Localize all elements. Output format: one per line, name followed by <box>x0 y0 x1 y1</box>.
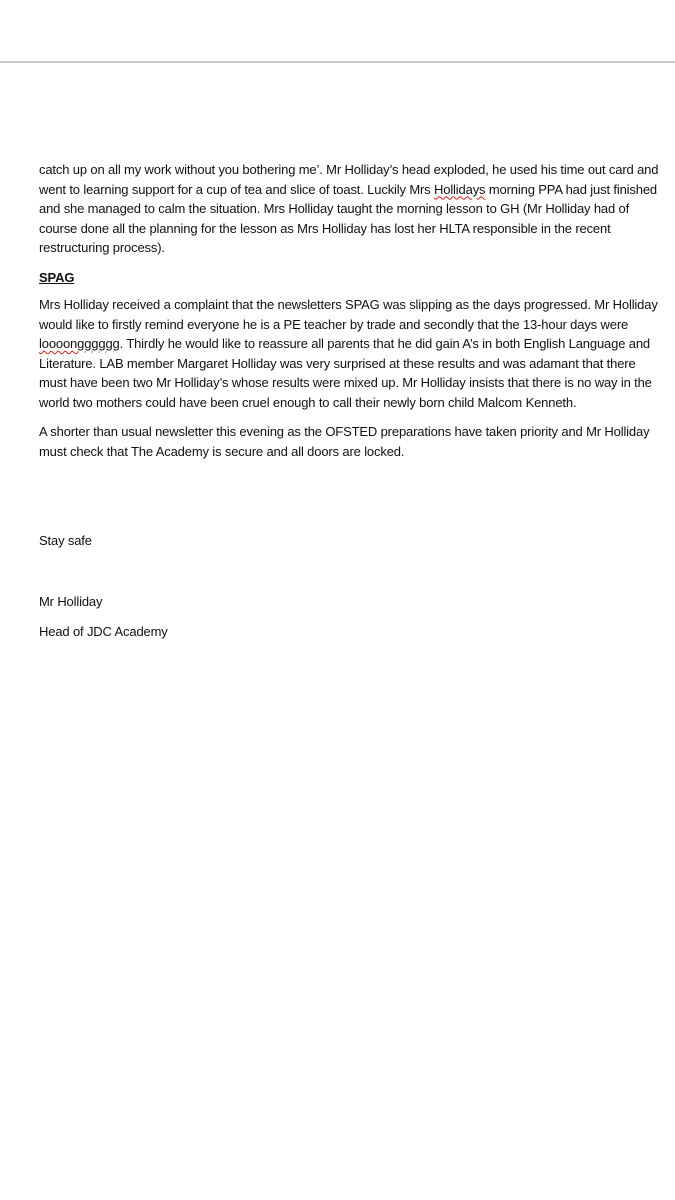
paragraph-continuation <box>39 160 661 258</box>
paragraph-text: morning PPA had just finished and she managed to calm the situation. Mrs Holliday taught the morning lesson to GH (Mr Holliday had of course done all the planning for the lesson as Mrs Holliday has lost her HLTA responsible in the recent restructuring process). <box>39 181 657 255</box>
page-top-edge <box>0 61 675 63</box>
section-heading-spag: SPAG <box>39 269 75 285</box>
misspelled-word: loooongggggg <box>39 336 120 351</box>
closing-line: Stay safe <box>39 533 92 548</box>
paragraph-text: . Thirdly he would like to reassure all parents that he did gain A’s in both English Language and Literature. LAB member Margaret Holliday was very surprised at these results and was adamant that there must have been two Mr Holliday’s whose results were mixed up. Mr Holliday insists that there is no way in the world two mothers could have been cruel enough to call their newly born child Malcom Kenneth. <box>39 336 652 410</box>
signature-title: Head of JDC Academy <box>39 624 168 639</box>
paragraph-spag <box>39 295 661 412</box>
paragraph-ofsted: A shorter than usual newsletter this evening as the OFSTED preparations have taken priority and Mr Holliday must check that The Academy is secure and all doors are locked. <box>39 424 650 459</box>
paragraph-text: catch up on all my work without you bothering me’. Mr Holliday’s head exploded, he used his time out card and went to learning support for a cup of tea and slice of toast. Luckily Mrs <box>39 162 659 197</box>
paragraph-text: Mrs Holliday received a complaint that the newsletters SPAG was slipping as the days progressed. Mr Holliday would like to firstly remind everyone he is a PE teacher by trade and secondly that the 13-hour days were <box>39 297 658 332</box>
misspelled-word: Hollidays <box>434 181 486 197</box>
signature-name: Mr Holliday <box>39 594 103 609</box>
document-body <box>39 160 661 471</box>
